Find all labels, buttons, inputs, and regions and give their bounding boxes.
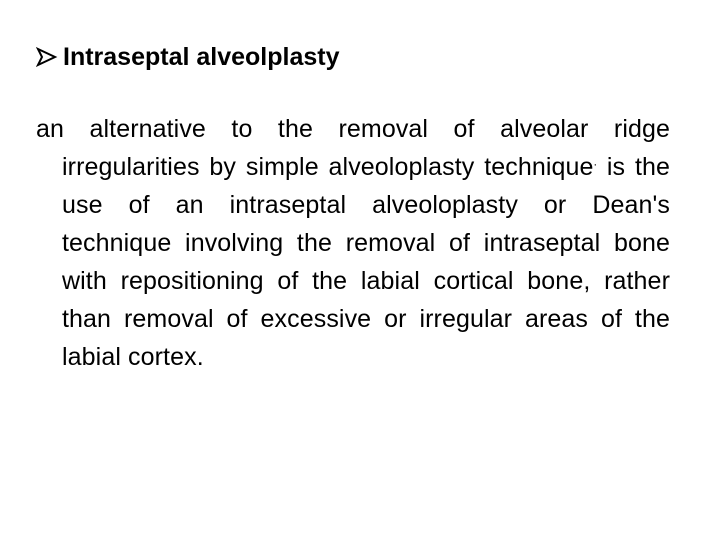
body-superscript-mark: .: [593, 154, 597, 169]
body-text-part1: an alternative to the removal of alveolar ridge irregularities by simple alveoloplasty technique: [36, 115, 670, 181]
slide-heading: [36, 40, 676, 74]
heading-text: Intraseptal alveolplasty: [63, 43, 340, 71]
arrow-bullet-icon: [36, 46, 58, 68]
body-text-part2: is the use of an intraseptal alveoloplasty or Dean's technique involving the removal of intraseptal bone with repositioning of the labial cortical bone, rather than removal of excessive or irregular areas of the labial cortex.: [62, 153, 671, 371]
body-paragraph: [36, 110, 670, 376]
